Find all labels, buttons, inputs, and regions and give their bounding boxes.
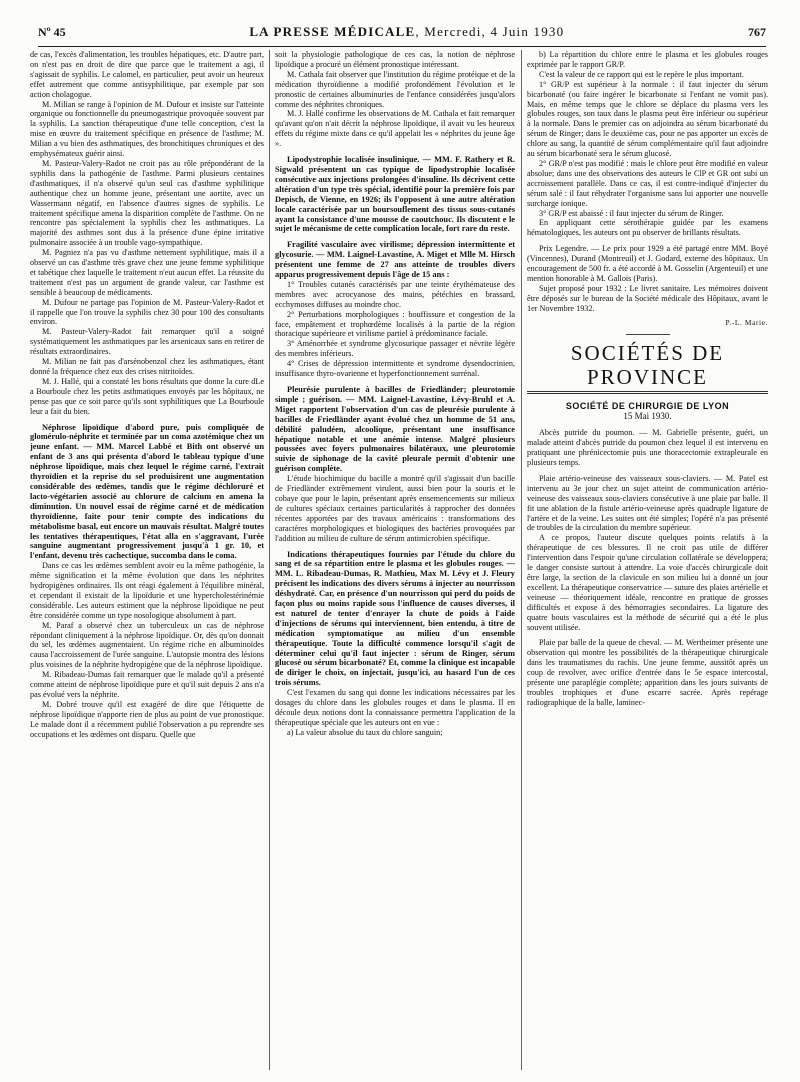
paragraph: L'étude biochimique du bacille a montré qu'il s'agissait d'un bacille de Friedländer extrêmement virulent, aussi bien pour la souris et le cobaye que pour le lapin, présentant après ensemencements sur milieux de cultures spéciaux certaines particularités à rapprocher des données récentes apportées par des travaux américains : transformations des caractères morphologiques et biologiques des bactéries provoquées par l'addition au milieu de culture de sérum antimicrobien spécifique. [275, 474, 515, 543]
column-1 [30, 50, 264, 1082]
page-header [38, 24, 766, 47]
article-paragraph: Néphrose lipoïdique d'abord pure, puis compliquée de glomérulo-néphrite et terminée par un coma azotémique chez un jeune enfant. — MM. Marcel Labbé et Bith ont observé un enfant de 3 ans qui présenta d'abord le tableau typique d'une néphrose lipoïdique, mais chez lequel le régime carné, l'extrait thyroïdien et la reprise du sel produisirent une augmentation considérable des œdèmes, tandis que le régime déchloruré et lacto-végétarien associé au chlorure de calcium en amena la diminution. Un nouvel essai de régime carné et de médication thyroïdienne, faite pour tenir compte des indications du métabolisme basal, eut encore un mauvais résultat. Malgré toutes les tentatives thérapeutiques, l'état alla en s'aggravant, l'urée sanguine augmentant progressivement jusqu'à 1 gr. 10, et l'enfant, devenu très cachectique, succomba dans le coma. [30, 422, 264, 561]
page-number: 767 [748, 25, 766, 39]
paragraph: M. Ribadeau-Dumas fait remarquer que le malade qu'il a présenté comme atteint de néphrose lipoïdique pure et qu'il suit depuis 2 ans n'a pas évolué vers la néphrite. [30, 670, 264, 699]
article-paragraph: Indications thérapeutiques fournies par l'étude du chlore du sang et de sa répartition entre le plasma et les globules rouges. — MM. L. Ribadeau-Dumas, R. Mathieu, Max M. Lévy et J. Fleury précisent les indications des divers sérums à injecter au nourrisson déshydraté. Car, en présence d'un nourrisson qui perd du poids de façon plus ou moins rapide sous l'influence de causes diverses, il est naturel de tenter d'enrayer la chute de poids à l'aide d'injections de sérums qui interviennent, bien entendu, à titre de médication symptomatique au milieu d'un ensemble thérapeutique. Toute la difficulté commence lorsqu'il s'agit de déterminer celui qu'il faut injecter : sérum de Ringer, sérum glucosé ou sérum bicarbonaté? Et, comme la clinique est incapable de diriger le choix, on injectait, jusqu'ici, au hasard l'un de ces trois sérums. [275, 549, 515, 688]
signature: P.-L. Marie. [725, 317, 768, 327]
column-2 [275, 50, 515, 1082]
article-paragraph: Pleurésie purulente à bacilles de Friedländer; pleurotomie simple ; guérison. — MM. Laignel-Lavastine, Lévy-Bruhl et A. Miget rapportent l'observation d'un cas de pleurésie purulente à bacilles de Friedländer ayant évolué chez un homme de 51 ans, débilité paludéen, alcoolique, présentant une insuffisance hépatique notable et une anémie intense. Malgré plusieurs poussées avec foyers pulmonaires bilatéraux, une pleurotomie suivie de siphonage de la cavité pleurale permit d'obtenir une guérison complète. [275, 385, 515, 474]
paragraph: M. Milian se range à l'opinion de M. Dufour et insiste sur l'atteinte organique ou fonctionnelle du pneumogastrique provoquée souvent par la syphilis. La sanction thérapeutique d'une telle conception, c'est la mise en œuvre du traitement spécifique en présence de l'asthme; M. Milian a vu bien des asthmatiques, des bronchitiques chroniques et des emphysémateux guérir ainsi. [30, 99, 264, 159]
paragraph: C'est la valeur de ce rapport qui est le repère le plus important. [539, 69, 744, 79]
paragraph: A ce propos, l'auteur discute quelques points relatifs à la thérapeutique de ces blessures. Il ne croit pas utile de différer l'intervention dans l'espoir qu'une circulation collatérale se développera; le danger consiste surtout à attendre. La voie d'accès chirurgicale doit être large, la section de la clavicule en son milieu lui a donné un jour excellent. La thérapeutique conservatrice — suture des plaies artérielle et veineuse — théoriquement idéale, rencontre en pratique de grosses difficultés et expose à des hémorragies secondaires. La ligature des quatre bouts vasculaires est la méthode de sécurité qui a été le plus souvent utilisée. [527, 533, 768, 632]
issue-date: , Mercredi, 4 Juin 1930 [415, 24, 565, 39]
paragraph: 1° GR/P est supérieur à la normale : il faut injecter du sérum bicarbonaté (ou faire ingérer le bicarbonate si l'enfant ne vomit pas). Mais, en même temps que le chlore se déplace du plasma vers les globules rouges, son taux dans le plasma peut être inférieur ou supérieur à la normale. Dans le premier cas on adjoindra au sérum bicarbonaté du sérum de Ringer; dans le deuxième cas, pour ne pas apporter un excès de chlore au sang, la quantité de sérum complémentaire qu'il faut adjoindre au sérum bicarbonaté sera le sérum glucosé. [527, 79, 768, 159]
paragraph: M. Pasteur-Valery-Radot fait remarquer qu'il a soigné systématiquement les asthmatiques par les arsenicaux sans en retirer de résultats extraordinaires. [30, 327, 264, 357]
paragraph: b) La répartition du chlore entre le plasma et les globules rouges exprimée par le rapport GR/P. [527, 50, 768, 69]
article-paragraph: Lipodystrophie localisée insulinique. — MM. F. Rathery et R. Sigwald présentent un cas typique de lipodystrophie localisée consécutive aux injections prolongées d'insuline. Ils décrivent cette altération d'un type très spécial, identifié pour la première fois par Depisch, de Vienne, en 1926; ils l'opposent à une autre altération locale caractérisée par un boursouflement des tissus sous-cutanés ayant la consistance d'une mousse de caoutchouc. Ils discutent e le sujet le mécanisme de cette complication locale, fort rare du reste. [275, 155, 515, 234]
paragraph: C'est l'examen du sang qui donne les indications nécessaires par les dosages du chlore dans les globules rouges et dans le plasma. Il en découle deux notions dont la connaissance permettra l'application de la thérapeutique spéciale que les auteurs ont en vue : [275, 688, 515, 727]
paragraph: M. Dufour ne partage pas l'opinion de M. Pasteur-Valery-Radot et il rappelle que l'on trouve la syphilis chez 30 pour 100 des consultants environ. [30, 297, 264, 327]
paragraph: M. Pasteur-Valery-Radot ne croit pas au rôle prépondérant de la syphilis dans la pathogénie de l'asthme. Parmi plusieurs centaines d'asthmatiques, il n'a observé qu'un seul cas d'asthme syphilitique authentique chez un homme jeune, présentant une aortite, avec un Wassermann négatif, en l'absence d'autres signes de syphilis. Le traitement spécifique amena la disparition complète de l'asthme. On ne rencontre pas spécialement la syphilis chez les asthmatiques. La majorité des asthmes sont dus à la présence d'une épine irritative pulmonaire associée à un trouble vago-sympathique. [30, 158, 264, 248]
paragraph: M. Cathala fait observer que l'institution du régime protéique et de la médication thyroïdienne a modifié profondément l'évolution et le pronostic de certaines albuminuries de l'enfance considérées jusqu'alors comme des néphrites chroniques. [275, 69, 515, 109]
paragraph: 2° Perturbations morphologiques : bouffissure et congestion de la face, empâtement et trophœdème localisés à la partie de la région thoracique supérieure et virilisme partiel à prédominance faciale. [275, 309, 515, 339]
paragraph: 4° Crises de dépression intermittente et syndrome dysendocrinien, insuffisance thyro-ovarienne et hyperfonctionnement surrénal. [275, 359, 515, 379]
column-divider [521, 50, 522, 1070]
paragraph: 1° Troubles cutanés caractérisés par une teinte érythémateuse des membres avec acrocyanose des mains, pétéchies en brassard, ecchymoses diffuses au moindre choc. [275, 279, 515, 309]
paragraph: Dans ce cas les œdèmes semblent avoir eu la même pathogénie, la même signification et la même évolution que dans les néphrites hydropigènes ordinaires. Ils ont réagi également à l'équilibre minéral, et cependant il existait de la lipoïdurie et une hypercholestérinémie considérable. Les auteurs estiment que la néphrose lipoïdique ne peut être considérée comme un type nosologique absolument à part. [30, 561, 264, 620]
paragraph: M. Milian ne fait pas d'arsénobenzol chez les asthmatiques, étant donné la fréquence chez eux des crises nitritoïdes. [30, 357, 264, 376]
paragraph: de cas, l'excès d'alimentation, les troubles hépatiques, etc. D'autre part, on n'est pas en droit de dire que parce que le traitement a agi, il s'agissait de syphilis. Le calomel, en particulier, peut avoir un heureux effet autrement que comme antisyphilitique, par exemple par son action cholagogue. [30, 50, 264, 99]
paragraph: 2° GR/P n'est pas modifié : mais le chlore peut être modifié en valeur absolue; dans une des observations des auteurs le ClP et GR ont subi un accroissement parallèle. Dans ce cas, il est contre-indiqué d'injecter du sérum salé : il faut réhydrater l'organisme sans lui apporter une nouvelle surcharge ionique. [527, 158, 768, 208]
paragraph: 3° GR/P est abaissé : il faut injecter du sérum de Ringer. [539, 208, 724, 218]
divider [626, 334, 670, 335]
paragraph: M. J. Hallé confirme les observations de M. Cathala et fait remarquer qu'avant qu'on n'ait décrit la néphrose lipoïdique, il avait vu les heureux effets du régime mixte dans ce qu'il appelait les « néphrites du jeune âge ». [275, 109, 515, 149]
column-divider [269, 50, 270, 1070]
society-name: SOCIÉTÉ DE CHIRURGIE DE LYON [565, 401, 730, 412]
paragraph: Sujet proposé pour 1932 : Le livret sanitaire. Les mémoires doivent être déposés sur le bureau de la Société médicale des Hôpitaux, avant le 1er Novembre 1932. [527, 283, 768, 313]
journal-title [249, 24, 564, 40]
paragraph: M. Paraf a observé chez un tuberculeux un cas de néphrose répondant cliniquement à la néphrose lipoïdique. Or, dès qu'on donnait du sel, les œdèmes augmentaient. Un régime riche en albuminoïdes causa l'accroissement de l'urée sanguine. L'autopsie montra des lésions plus voisines de la néphrite hydropigène que de la néphrose lipoïdique. [30, 620, 264, 670]
paragraph: soit la physiologie pathologique de ces cas, la notion de néphrose lipoïdique a procuré un élément pronostique intéressant. [275, 50, 515, 69]
paragraph: Plaie artério-veineuse des vaisseaux sous-claviers. — M. Patel est intervenu au 3e jour chez un sujet atteint de communication artério-veineuse des vaisseaux sous-claviers consécutive à une plaie par balle. Il fit une ablation de la fistule artério-veineuse après quadruple ligature de l'artère et de la veine. Les suites ont été simples; l'opéré n'a pas présenté de troubles de la circulation du membre supérieur. [527, 473, 768, 533]
paragraph: Plaie par balle de la queue de cheval. — M. Wertheimer présente une observation qui montre les possibilités de la thérapeutique chirurgicale dans les traumatismes du rachis. Une jeune femme, aussitôt après un coup de revolver, avec orifice d'entrée dans le 5e espace intercostal, présente une paraplégie complète; apparition dans les jours suivants de troubles trophiques et d'une escarre sacrée. Après repérage radiographique de la balle, laminec- [527, 638, 768, 707]
paragraph: a) La valeur absolue du taux du chlore sanguin; [287, 727, 443, 737]
paragraph: 3° Aménorrhée et syndrome glycosurique passager et névrite légère des membres inférieurs. [275, 339, 515, 359]
paragraph: En appliquant cette sérothérapie guidée par les examens hématologiques, les auteurs ont pu observer de brillants résultats. [527, 218, 768, 238]
issue-number: Nº 45 [38, 25, 66, 39]
paragraph: M. Pagniez n'a pas vu d'asthme nettement syphilitique, mais il a observé un cas d'asthme très grave chez une jeune femme syphilitique et tabétique chez laquelle le traitement n'eut aucun effet. La réussite du traitement n'est pas un argument de grande valeur, car l'asthme est sensible à beaucoup de médicaments. [30, 248, 264, 297]
journal-name: LA PRESSE MÉDICALE [249, 24, 416, 39]
section-title: SOCIÉTÉS DE PROVINCE [570, 341, 725, 390]
divider [527, 391, 768, 394]
column-3 [527, 50, 768, 1082]
paragraph: Prix Legendre. — Le prix pour 1929 a été partagé entre MM. Boyé (Vincennes), Durand (Montreuil) et J. Godard, externe des hôpitaux. Un encouragement de 500 fr. a été accordé à M. Gosselin (Argenteuil) et une mention honorable à M. Gallois (Paris). [527, 244, 768, 283]
paragraph: M. J. Hallé, qui a constaté les bons résultats que donne la cure dLe a Bourboule chez les petits asthmatiques envoyés par les hôpitaux, ne pense pas que ce soit parce qu'ils sont syphilitiques que La Bourboule leur a fait du bien. [30, 376, 264, 416]
paragraph: M. Dobré trouve qu'il est exagéré de dire que l'étiquette de néphrose lipoïdique n'apporte rien de plus au point de vue pronostique. Le malade dont il a récemment publié l'observation a pu reprendre ses occupations et les œdèmes ont disparu. Quelle que [30, 699, 264, 739]
meeting-date: 15 Mai 1930. [623, 411, 672, 422]
paragraph: Abcès putride du poumon. — M. Gabrielle présente, guéri, un malade atteint d'abcès putride du poumon chez lequel il est intervenu en pratiquant une phrénicectomie puis une thoracectomie extrapleurale en plusieurs temps. [527, 428, 768, 467]
article-paragraph: Fragilité vasculaire avec virilisme; dépression intermittente et glycosurie. — MM. Laignel-Lavastine, A. Miget et Mlle M. Hirsch présentent une femme de 27 ans atteinte de troubles divers apparus progressivement depuis l'âge de 15 ans : [275, 240, 515, 280]
